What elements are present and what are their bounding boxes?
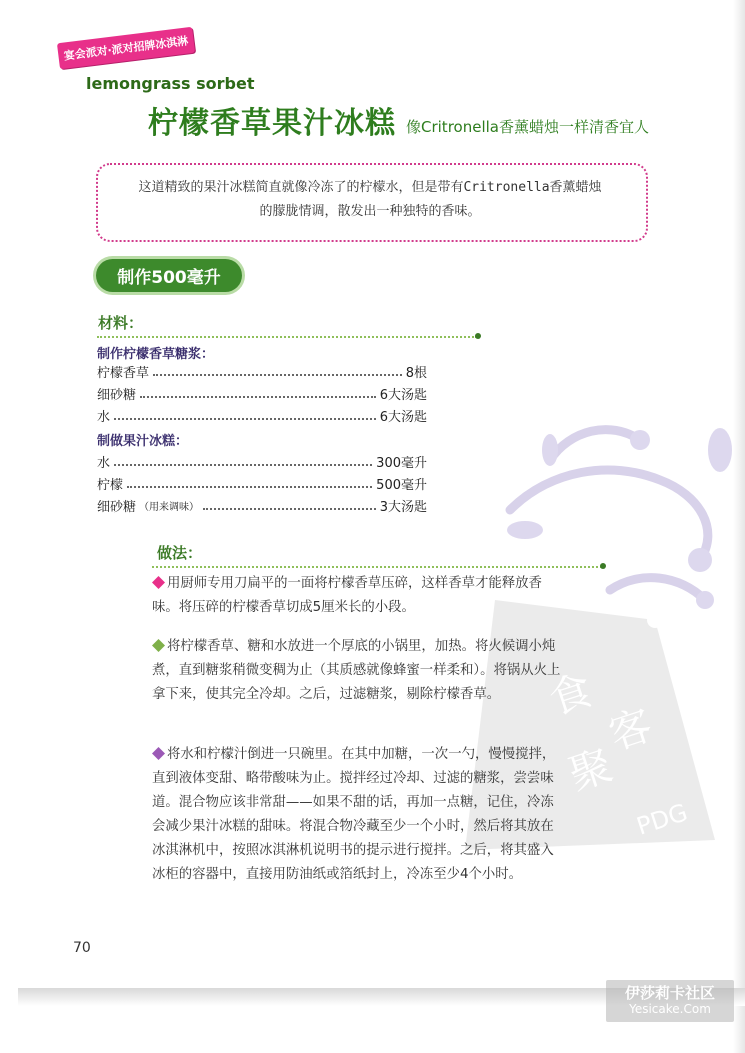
- leader-dots: [140, 396, 376, 398]
- ingredient-quantity: 6大汤匙: [379, 387, 427, 403]
- ingredients-heading: 材料：: [98, 314, 144, 332]
- ingredient-quantity: 8根: [405, 365, 427, 381]
- intro-text: [110, 176, 630, 224]
- ingredient-name: 水: [97, 455, 111, 471]
- step-text: 用厨师专用刀扁平的一面将柠檬香草压碎，这样香草才能释放香味。将压碎的柠檬香草切成5厘米长的小段。: [152, 576, 542, 615]
- ingredient-row: [97, 494, 427, 516]
- site-watermark-url: Yesicake.Com: [629, 1002, 711, 1016]
- recipe-subtitle: 像Critronella香薰蜡烛一样清香宜人: [406, 118, 649, 136]
- ingredient-name: 柠檬: [97, 477, 124, 493]
- ingredient-quantity: 6大汤匙: [379, 409, 427, 425]
- ingredient-name: 柠檬香草: [97, 365, 150, 381]
- intro-line: 的朦胧情调，散发出一种独特的香味。: [259, 204, 481, 219]
- method-step: [152, 635, 564, 707]
- yield-badge: 制作500毫升: [96, 259, 242, 292]
- ingredient-quantity: 300毫升: [376, 455, 427, 471]
- svg-text:食: 食: [542, 664, 599, 725]
- ingredient-name: 细砂糖: [97, 499, 137, 515]
- step-1-diamond-icon: [152, 576, 165, 589]
- leader-dots: [114, 464, 372, 466]
- site-watermark-name: 伊莎莉卡社区: [624, 984, 715, 1002]
- leader-dots: [114, 418, 376, 420]
- divider-dot: [600, 563, 606, 569]
- intro-line: 这道精致的果汁冰糕简直就像冷冻了的柠檬水，但是带有Critronella香薰蜡烛: [138, 180, 602, 195]
- divider-dot: [475, 333, 481, 339]
- pdg-watermark: PDG: [633, 798, 691, 841]
- ingredient-name: 水: [97, 409, 111, 425]
- method-step: [152, 743, 564, 887]
- ingredient-row: [97, 450, 427, 472]
- ingredient-quantity: 500毫升: [376, 477, 427, 493]
- ingredient-quantity: 3大汤匙: [379, 499, 427, 515]
- ingredient-row: [97, 382, 427, 404]
- method-heading: 做法：: [157, 544, 203, 562]
- recipe-title: 柠檬香草果汁冰糕: [148, 106, 396, 141]
- english-title: lemongrass sorbet: [86, 74, 255, 93]
- ingredient-name: 细砂糖: [97, 387, 137, 403]
- step-3-diamond-icon: [152, 747, 165, 760]
- ingredient-group-title: 制作柠檬香草糖浆：: [97, 347, 215, 362]
- svg-text:客: 客: [602, 699, 659, 760]
- method-step: [152, 572, 564, 620]
- step-2-diamond-icon: [152, 639, 165, 652]
- svg-text:聚: 聚: [562, 739, 619, 800]
- method-divider: [152, 566, 602, 568]
- leader-dots: [203, 508, 376, 510]
- leader-dots: [127, 486, 372, 488]
- leader-dots: [153, 374, 402, 376]
- category-tag: 宴会派对·派对招牌冰淇淋: [57, 27, 195, 69]
- page-number: 70: [73, 940, 91, 956]
- ingredient-row: [97, 472, 427, 494]
- step-text: 将水和柠檬汁倒进一只碗里。在其中加糖，一次一勺，慢慢搅拌，直到液体变甜、略带酸味为止。搅拌经过冷却、过滤的糖浆，尝尝味道。混合物应该非常甜——如果不甜的话，再加一点糖，记住，冷冻会减少果汁冰糕的甜味。将混合物冷藏至少一个小时，然后将其放在冰淇淋机中，按照冰淇淋机说明书的提示进行搅拌。之后，将其盛入冰柜的容器中，直接用防油纸或箔纸封上，冷冻至少4个小时。: [152, 747, 556, 882]
- step-text: 将柠檬香草、糖和水放进一个厚底的小锅里，加热。将火候调小炖煮，直到糖浆稍微变稠为止（其质感就像蜂蜜一样柔和）。将锅从火上拿下来，使其完全冷却。之后，过滤糖浆，剔除柠檬香草。: [152, 639, 561, 702]
- ingredient-row: [97, 404, 427, 426]
- ingredient-note: （用来调味）: [139, 501, 200, 513]
- ingredient-row: [97, 360, 427, 382]
- ingredients-divider: [97, 336, 477, 338]
- ingredient-group-title: 制做果汁冰糕：: [97, 434, 189, 449]
